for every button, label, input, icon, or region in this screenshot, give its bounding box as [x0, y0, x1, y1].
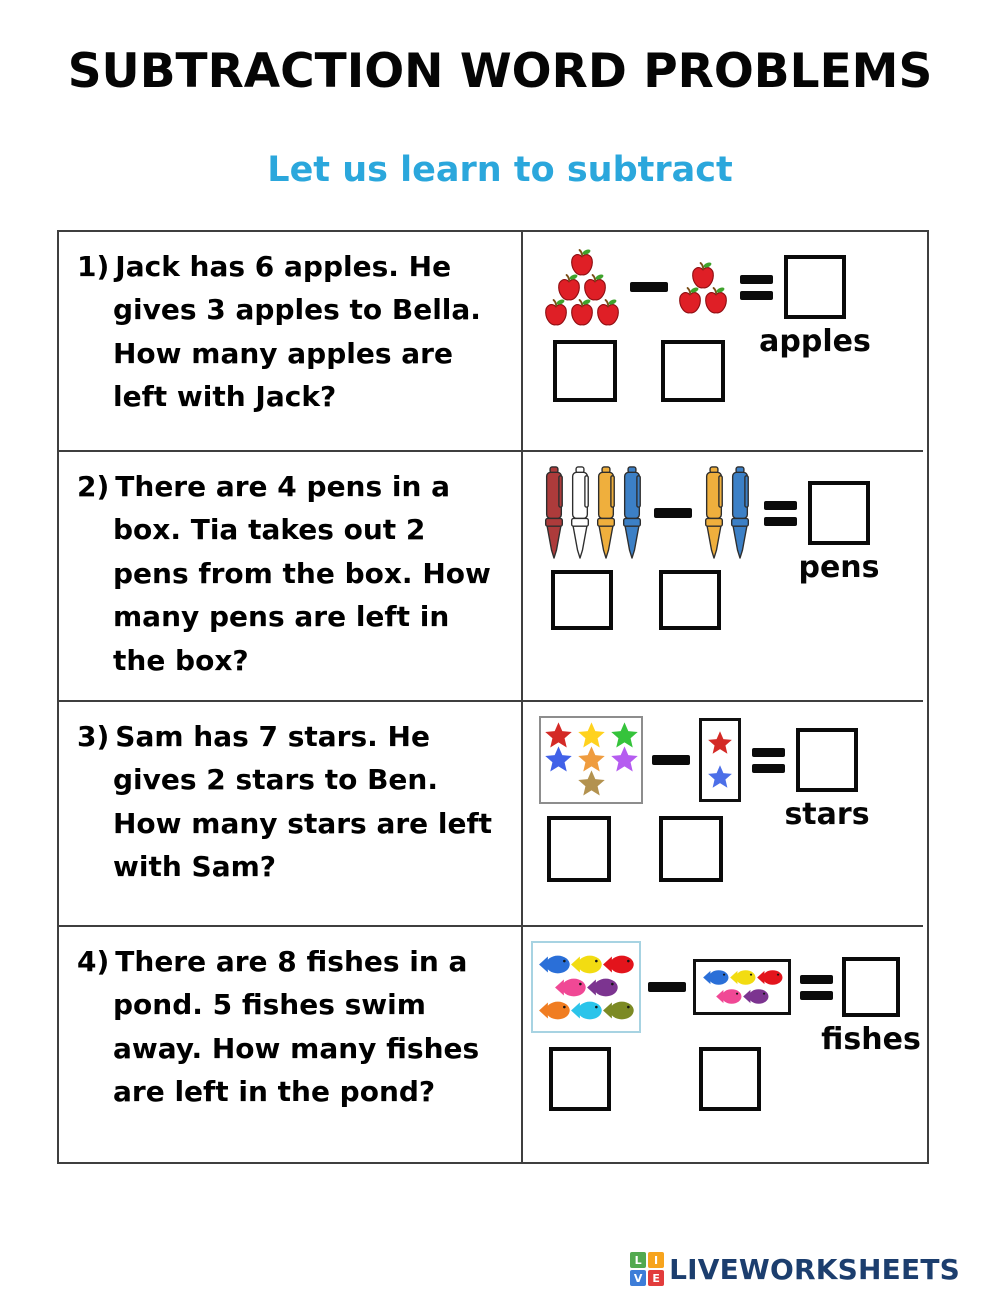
equals-icon	[740, 275, 773, 300]
problem-1-line-3: How many apples are	[113, 336, 453, 370]
problem-4-text-cell	[59, 927, 523, 1162]
problem-2-line-1: There are 4 pens in a	[115, 470, 451, 503]
star-icon	[577, 769, 606, 798]
star-group-minuend	[539, 716, 643, 804]
star-group-subtrahend	[699, 718, 741, 802]
apple-icon	[593, 296, 623, 328]
equals-bar	[800, 975, 833, 984]
pen-group-subtrahend	[701, 466, 753, 560]
answer-box-result-4[interactable]	[842, 957, 900, 1017]
minus-icon	[630, 282, 668, 292]
equals-bar	[764, 501, 797, 510]
unit-label: fishes	[821, 1022, 921, 1057]
fish-icon	[601, 999, 635, 1022]
apple-icon	[701, 284, 731, 316]
answer-box-minuend-1[interactable]	[553, 340, 617, 402]
fish-icon	[755, 968, 784, 987]
problem-3-line-4: with Sam?	[113, 850, 277, 884]
equals-icon	[800, 975, 833, 1000]
liveworksheets-logo-icon	[630, 1252, 664, 1286]
answer-box-minuend-4[interactable]	[549, 1047, 611, 1111]
equals-bar	[752, 748, 785, 757]
problem-2-line-2: box. Tia takes out 2	[113, 513, 426, 547]
equals-bar	[740, 275, 773, 284]
fish-icon	[741, 987, 770, 1006]
fish-icon	[537, 999, 571, 1022]
problem-1-text-cell	[59, 232, 523, 452]
problem-3-line-2: gives 2 stars to Ben.	[113, 763, 438, 797]
problem-1-number: 1)	[77, 250, 110, 283]
problem-2-text-cell	[59, 452, 523, 702]
logo-letter-l: L	[630, 1252, 646, 1268]
problem-4-line-2: pond. 5 fishes swim	[113, 988, 426, 1022]
problem-2-number: 2)	[77, 470, 110, 503]
answer-box-subtrahend-1[interactable]	[661, 340, 725, 402]
equals-bar	[740, 291, 773, 300]
answer-box-result-3[interactable]	[796, 728, 858, 792]
problem-4-line-1: There are 8 fishes in a	[115, 945, 468, 978]
logo-letter-e: E	[648, 1270, 664, 1286]
unit-label: stars	[784, 797, 870, 832]
problem-4-line-3: away. How many fishes	[113, 1031, 480, 1065]
result-group	[784, 728, 870, 832]
problem-3-figure-cell	[523, 702, 923, 927]
answer-box-minuend-3[interactable]	[547, 816, 611, 882]
result-group	[821, 957, 921, 1057]
fish-icon	[728, 968, 757, 987]
fish-group-subtrahend	[693, 959, 791, 1015]
unit-label: pens	[798, 550, 880, 585]
equals-bar	[800, 991, 833, 1000]
answer-box-result-2[interactable]	[808, 481, 870, 545]
problem-2-line-3: pens from the box. How	[113, 556, 491, 590]
problems-table	[57, 230, 929, 1164]
problem-2-line-5: the box?	[113, 643, 249, 677]
result-group	[798, 481, 880, 585]
problem-3-text	[77, 715, 513, 889]
minus-icon	[652, 755, 690, 765]
problem-1-line-4: left with Jack?	[113, 380, 337, 414]
problem-4-equation	[527, 941, 921, 1057]
equals-icon	[764, 501, 797, 526]
liveworksheets-branding	[630, 1252, 960, 1286]
pen-icon	[542, 466, 566, 560]
problem-4-figure-cell	[523, 927, 923, 1162]
equals-bar	[764, 517, 797, 526]
equals-icon	[752, 748, 785, 773]
fish-icon	[537, 953, 571, 976]
pen-icon	[702, 466, 726, 560]
fish-icon	[585, 976, 619, 999]
answer-box-result-1[interactable]	[784, 255, 846, 319]
problem-1-text	[77, 245, 513, 419]
answer-box-minuend-2[interactable]	[551, 570, 613, 630]
fish-icon	[553, 976, 587, 999]
fish-icon	[701, 968, 730, 987]
fish-icon	[601, 953, 635, 976]
problem-1-line-1: Jack has 6 apples. He	[115, 250, 452, 283]
problem-1-figure-cell	[523, 232, 923, 452]
logo-letter-i: I	[648, 1252, 664, 1268]
pen-icon	[594, 466, 618, 560]
problem-3-number: 3)	[77, 720, 110, 753]
problem-2-figure-cell	[523, 452, 923, 702]
problem-4-number: 4)	[77, 945, 110, 978]
result-group	[759, 255, 871, 359]
star-icon	[707, 730, 733, 756]
pen-icon	[620, 466, 644, 560]
minus-icon	[654, 508, 692, 518]
answer-box-subtrahend-4[interactable]	[699, 1047, 761, 1111]
problem-3-equation	[527, 716, 919, 832]
problem-1-equation	[527, 246, 919, 359]
equals-bar	[752, 764, 785, 773]
page-subtitle: Let us learn to subtract	[267, 150, 733, 190]
problem-3-line-3: How many stars are left	[113, 806, 493, 840]
problem-4-line-4: are left in the pond?	[113, 1075, 436, 1109]
fish-group-minuend	[531, 941, 641, 1033]
logo-letter-v: V	[630, 1270, 646, 1286]
unit-label: apples	[759, 324, 871, 359]
problem-2-line-4: many pens are left in	[113, 600, 450, 634]
problem-1-line-2: gives 3 apples to Bella.	[113, 293, 481, 327]
apple-group-minuend	[543, 246, 621, 328]
problem-3-line-1: Sam has 7 stars. He	[115, 720, 430, 753]
answer-box-subtrahend-2[interactable]	[659, 570, 721, 630]
problem-3-text-cell	[59, 702, 523, 927]
fish-icon	[569, 953, 603, 976]
minus-icon	[648, 982, 686, 992]
fish-icon	[569, 999, 603, 1022]
liveworksheets-wordmark: LIVEWORKSHEETS	[669, 1252, 960, 1286]
problem-2-equation	[527, 466, 919, 585]
pen-icon	[568, 466, 592, 560]
page-title: SUBTRACTION WORD PROBLEMS	[67, 44, 933, 99]
problem-4-text	[77, 940, 513, 1114]
problem-2-text	[77, 465, 513, 682]
pen-group-minuend	[541, 466, 645, 560]
apple-group-subtrahend	[677, 259, 729, 316]
answer-box-subtrahend-3[interactable]	[659, 816, 723, 882]
star-icon	[707, 764, 733, 790]
pen-icon	[728, 466, 752, 560]
fish-icon	[714, 987, 743, 1006]
